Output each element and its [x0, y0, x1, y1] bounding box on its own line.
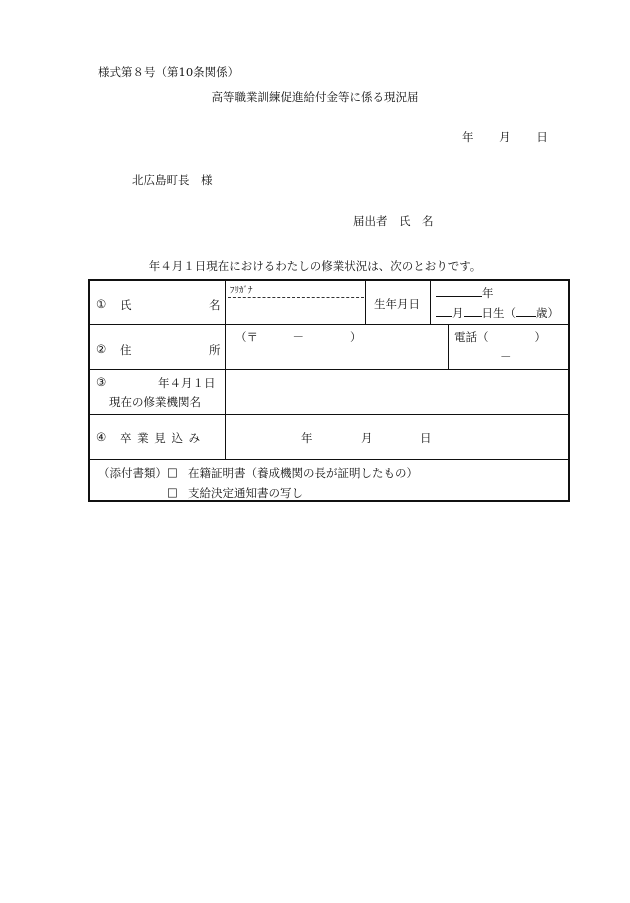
name-label-a: 氏 — [120, 298, 132, 312]
column-divider — [430, 281, 431, 324]
birthdate-year-blank — [436, 285, 482, 297]
graduation-day[interactable]: 日 — [420, 431, 432, 445]
date-year: 年 — [462, 130, 474, 144]
attachment2-label: 支給決定通知書の写し — [188, 486, 303, 500]
row1-number: ① — [96, 297, 107, 311]
attachments-label: （添付書類） — [98, 466, 167, 480]
date-month: 月 — [499, 130, 511, 144]
attachment1-label: 在籍証明書（養成機関の長が証明したもの） — [188, 466, 418, 480]
addressee: 北広島町長 様 — [132, 173, 213, 187]
notifier-name-label: 届出者 氏 名 — [353, 214, 434, 228]
postal-code-field[interactable]: （〒 － ） — [235, 330, 362, 344]
row-divider — [90, 459, 568, 460]
form-title: 高等職業訓練促進給付金等に係る現況届 — [211, 90, 419, 104]
name-input-field[interactable] — [228, 299, 364, 323]
institution-input-field[interactable] — [228, 372, 566, 412]
row-divider — [90, 369, 568, 370]
age-blank — [516, 305, 536, 317]
birthdate-year-field[interactable]: 年 — [436, 285, 494, 301]
institution-label-line1: 年４月１日 — [158, 376, 216, 390]
birthdate-label: 生年月日 — [374, 297, 420, 311]
form-number: 様式第８号（第10条関係） — [98, 65, 240, 79]
row4-number: ④ — [96, 430, 107, 444]
statement-text: 年４月１日現在におけるわたしの修業状況は、次のとおりです。 — [148, 259, 482, 273]
row2-number: ② — [96, 342, 107, 356]
institution-label-line2: 現在の修業機関名 — [109, 395, 201, 409]
attachment1-checkbox[interactable]: □ — [167, 465, 178, 479]
phone-field[interactable]: 電話（ ） — [454, 330, 546, 344]
name-label-b: 名 — [209, 298, 221, 312]
attachment2-checkbox[interactable]: □ — [167, 485, 178, 499]
graduation-label: 卒 業 見 込 み — [120, 431, 202, 445]
date-day: 日 — [536, 130, 548, 144]
birthdate-month-day-field[interactable]: 月 日生（ 歳） — [436, 305, 559, 321]
status-form-table — [88, 279, 570, 502]
column-divider — [365, 281, 366, 324]
address-label-a: 住 — [120, 343, 132, 357]
row-divider — [90, 414, 568, 415]
address-label-b: 所 — [209, 343, 221, 357]
birthdate-day-blank — [464, 305, 482, 317]
birthdate-month-blank — [436, 305, 452, 317]
row3-number: ③ — [96, 375, 107, 389]
furigana-dashed-line — [228, 297, 364, 298]
graduation-year[interactable]: 年 — [301, 431, 313, 445]
graduation-month[interactable]: 月 — [361, 431, 373, 445]
column-divider — [448, 324, 449, 369]
furigana-label: ﾌﾘｶﾞﾅ — [230, 286, 253, 296]
row-divider — [90, 324, 568, 325]
column-divider — [225, 281, 226, 459]
submission-date — [462, 129, 548, 145]
phone-dash: － — [500, 350, 512, 364]
